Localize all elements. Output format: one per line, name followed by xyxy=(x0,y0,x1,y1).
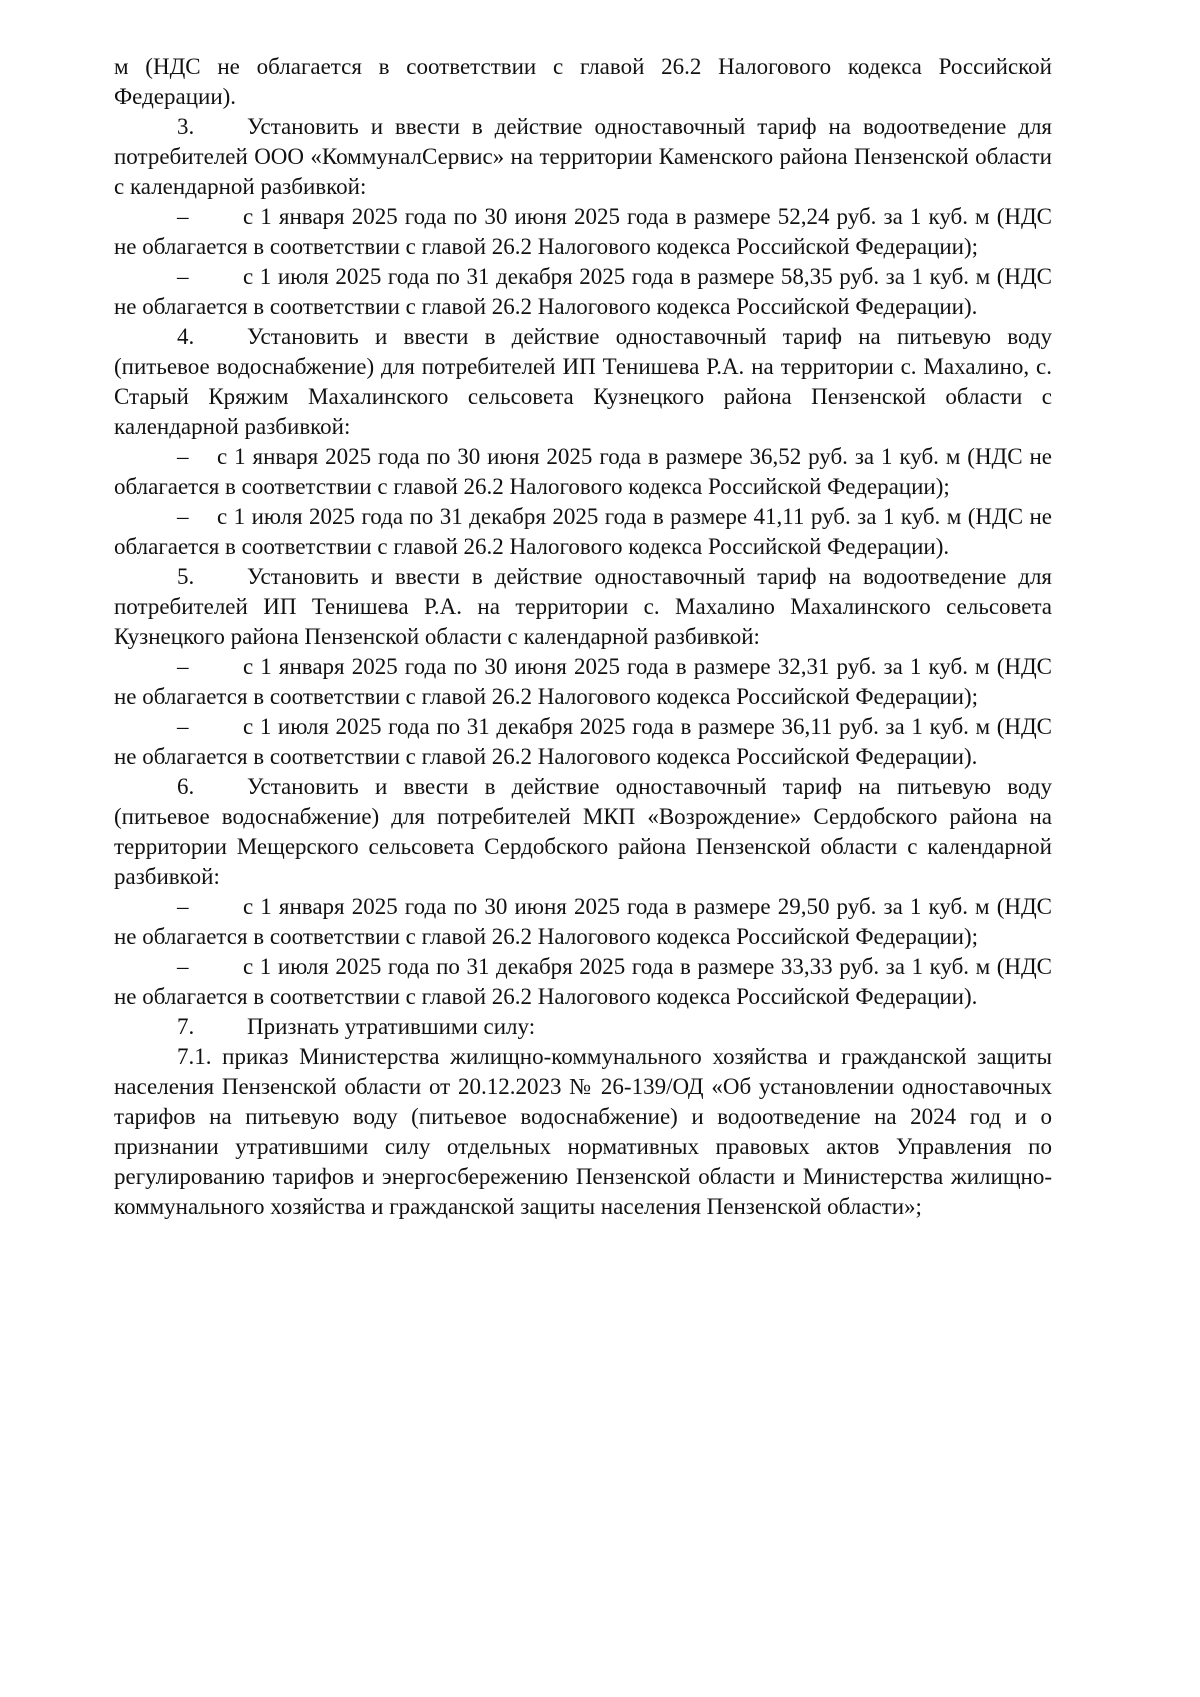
list-item xyxy=(114,892,1052,952)
list-item xyxy=(114,652,1052,712)
list-item xyxy=(114,502,1052,562)
paragraph-text: Установить и ввести в действие одноставочный тариф на водоотведение для потребителей ИП Тенишева Р.А. на территории с. Махалино Махалинского сельсовета Кузнецкого района Пензенской области с календарной разбивкой: xyxy=(114,564,1052,649)
dash-bullet: – xyxy=(177,654,189,679)
dash-bullet: – xyxy=(177,954,189,979)
dash-bullet: – xyxy=(177,264,189,289)
list-item xyxy=(114,262,1052,322)
list-item-text: с 1 января 2025 года по 30 июня 2025 года в размере 32,31 руб. за 1 куб. м (НДС не облагается в соответствии с главой 26.2 Налогового кодекса Российской Федерации); xyxy=(114,654,1052,709)
paragraph-text: Установить и ввести в действие одноставочный тариф на питьевую воду (питьевое водоснабжение) для потребителей МКП «Возрождение» Сердобского района на территории Мещерского сельсовета Сердобского района Пензенской области с календарной разбивкой: xyxy=(114,774,1052,889)
list-item-text: с 1 июля 2025 года по 31 декабря 2025 года в размере 36,11 руб. за 1 куб. м (НДС не облагается в соответствии с главой 26.2 Налогового кодекса Российской Федерации). xyxy=(114,714,1052,769)
list-item xyxy=(114,442,1052,502)
list-item-text: с 1 июля 2025 года по 31 декабря 2025 года в размере 33,33 руб. за 1 куб. м (НДС не облагается в соответствии с главой 26.2 Налогового кодекса Российской Федерации). xyxy=(114,954,1052,1009)
dash-bullet: – xyxy=(177,714,189,739)
item-number: 3. xyxy=(177,114,195,139)
list-item xyxy=(114,952,1052,1012)
list-item-text: с 1 января 2025 года по 30 июня 2025 года в размере 29,50 руб. за 1 куб. м (НДС не облагается в соответствии с главой 26.2 Налогового кодекса Российской Федерации); xyxy=(114,894,1052,949)
item-number: 7. xyxy=(177,1014,195,1039)
paragraph-text: Установить и ввести в действие одноставочный тариф на водоотведение для потребителей ООО «КоммуналСервис» на территории Каменского района Пензенской области с календарной разбивкой: xyxy=(114,114,1052,199)
paragraph-7-1: 7.1. приказ Министерства жилищно-коммунального хозяйства и гражданской защиты населения Пензенской области от 20.12.2023 № 26-139/ОД «Об установлении одноставочных тарифов на питьевую воду (питьевое водоснабжение) и водоотведение на 2024 год и о признании утратившими силу отдельных нормативных правовых актов Управления по регулированию тарифов и энергосбережению Пензенской области и Министерства жилищно-коммунального хозяйства и гражданской защиты населения Пензенской области»; xyxy=(114,1044,1052,1219)
paragraph-continuation: м (НДС не облагается в соответствии с главой 26.2 Налогового кодекса Российской Федерации). xyxy=(114,54,1052,109)
dash-bullet: – xyxy=(177,204,189,229)
list-item xyxy=(114,202,1052,262)
dash-bullet: – xyxy=(177,444,189,469)
paragraph-6 xyxy=(114,772,1052,892)
list-item-text: с 1 января 2025 года по 30 июня 2025 года в размере 52,24 руб. за 1 куб. м (НДС не облагается в соответствии с главой 26.2 Налогового кодекса Российской Федерации); xyxy=(114,204,1052,259)
item-number: 5. xyxy=(177,564,195,589)
dash-bullet: – xyxy=(177,894,189,919)
list-item xyxy=(114,712,1052,772)
item-number: 6. xyxy=(177,774,195,799)
dash-bullet: – xyxy=(177,504,189,529)
item-number: 4. xyxy=(177,324,195,349)
paragraph-text: Установить и ввести в действие одноставочный тариф на питьевую воду (питьевое водоснабжение) для потребителей ИП Тенишева Р.А. на территории с. Махалино, с. Старый Кряжим Махалинского сельсовета Кузнецкого района Пензенской области с календарной разбивкой: xyxy=(114,324,1052,439)
list-item-text: с 1 июля 2025 года по 31 декабря 2025 года в размере 41,11 руб. за 1 куб. м (НДС не облагается в соответствии с главой 26.2 Налогового кодекса Российской Федерации). xyxy=(114,504,1052,559)
document-page xyxy=(114,52,1052,1222)
paragraph-text: Признать утратившими силу: xyxy=(247,1014,536,1039)
paragraph-5 xyxy=(114,562,1052,652)
list-item-text: с 1 июля 2025 года по 31 декабря 2025 года в размере 58,35 руб. за 1 куб. м (НДС не облагается в соответствии с главой 26.2 Налогового кодекса Российской Федерации). xyxy=(114,264,1052,319)
list-item-text: с 1 января 2025 года по 30 июня 2025 года в размере 36,52 руб. за 1 куб. м (НДС не облагается в соответствии с главой 26.2 Налогового кодекса Российской Федерации); xyxy=(114,444,1052,499)
paragraph-3 xyxy=(114,112,1052,202)
paragraph-7 xyxy=(114,1012,1052,1042)
paragraph-4 xyxy=(114,322,1052,442)
